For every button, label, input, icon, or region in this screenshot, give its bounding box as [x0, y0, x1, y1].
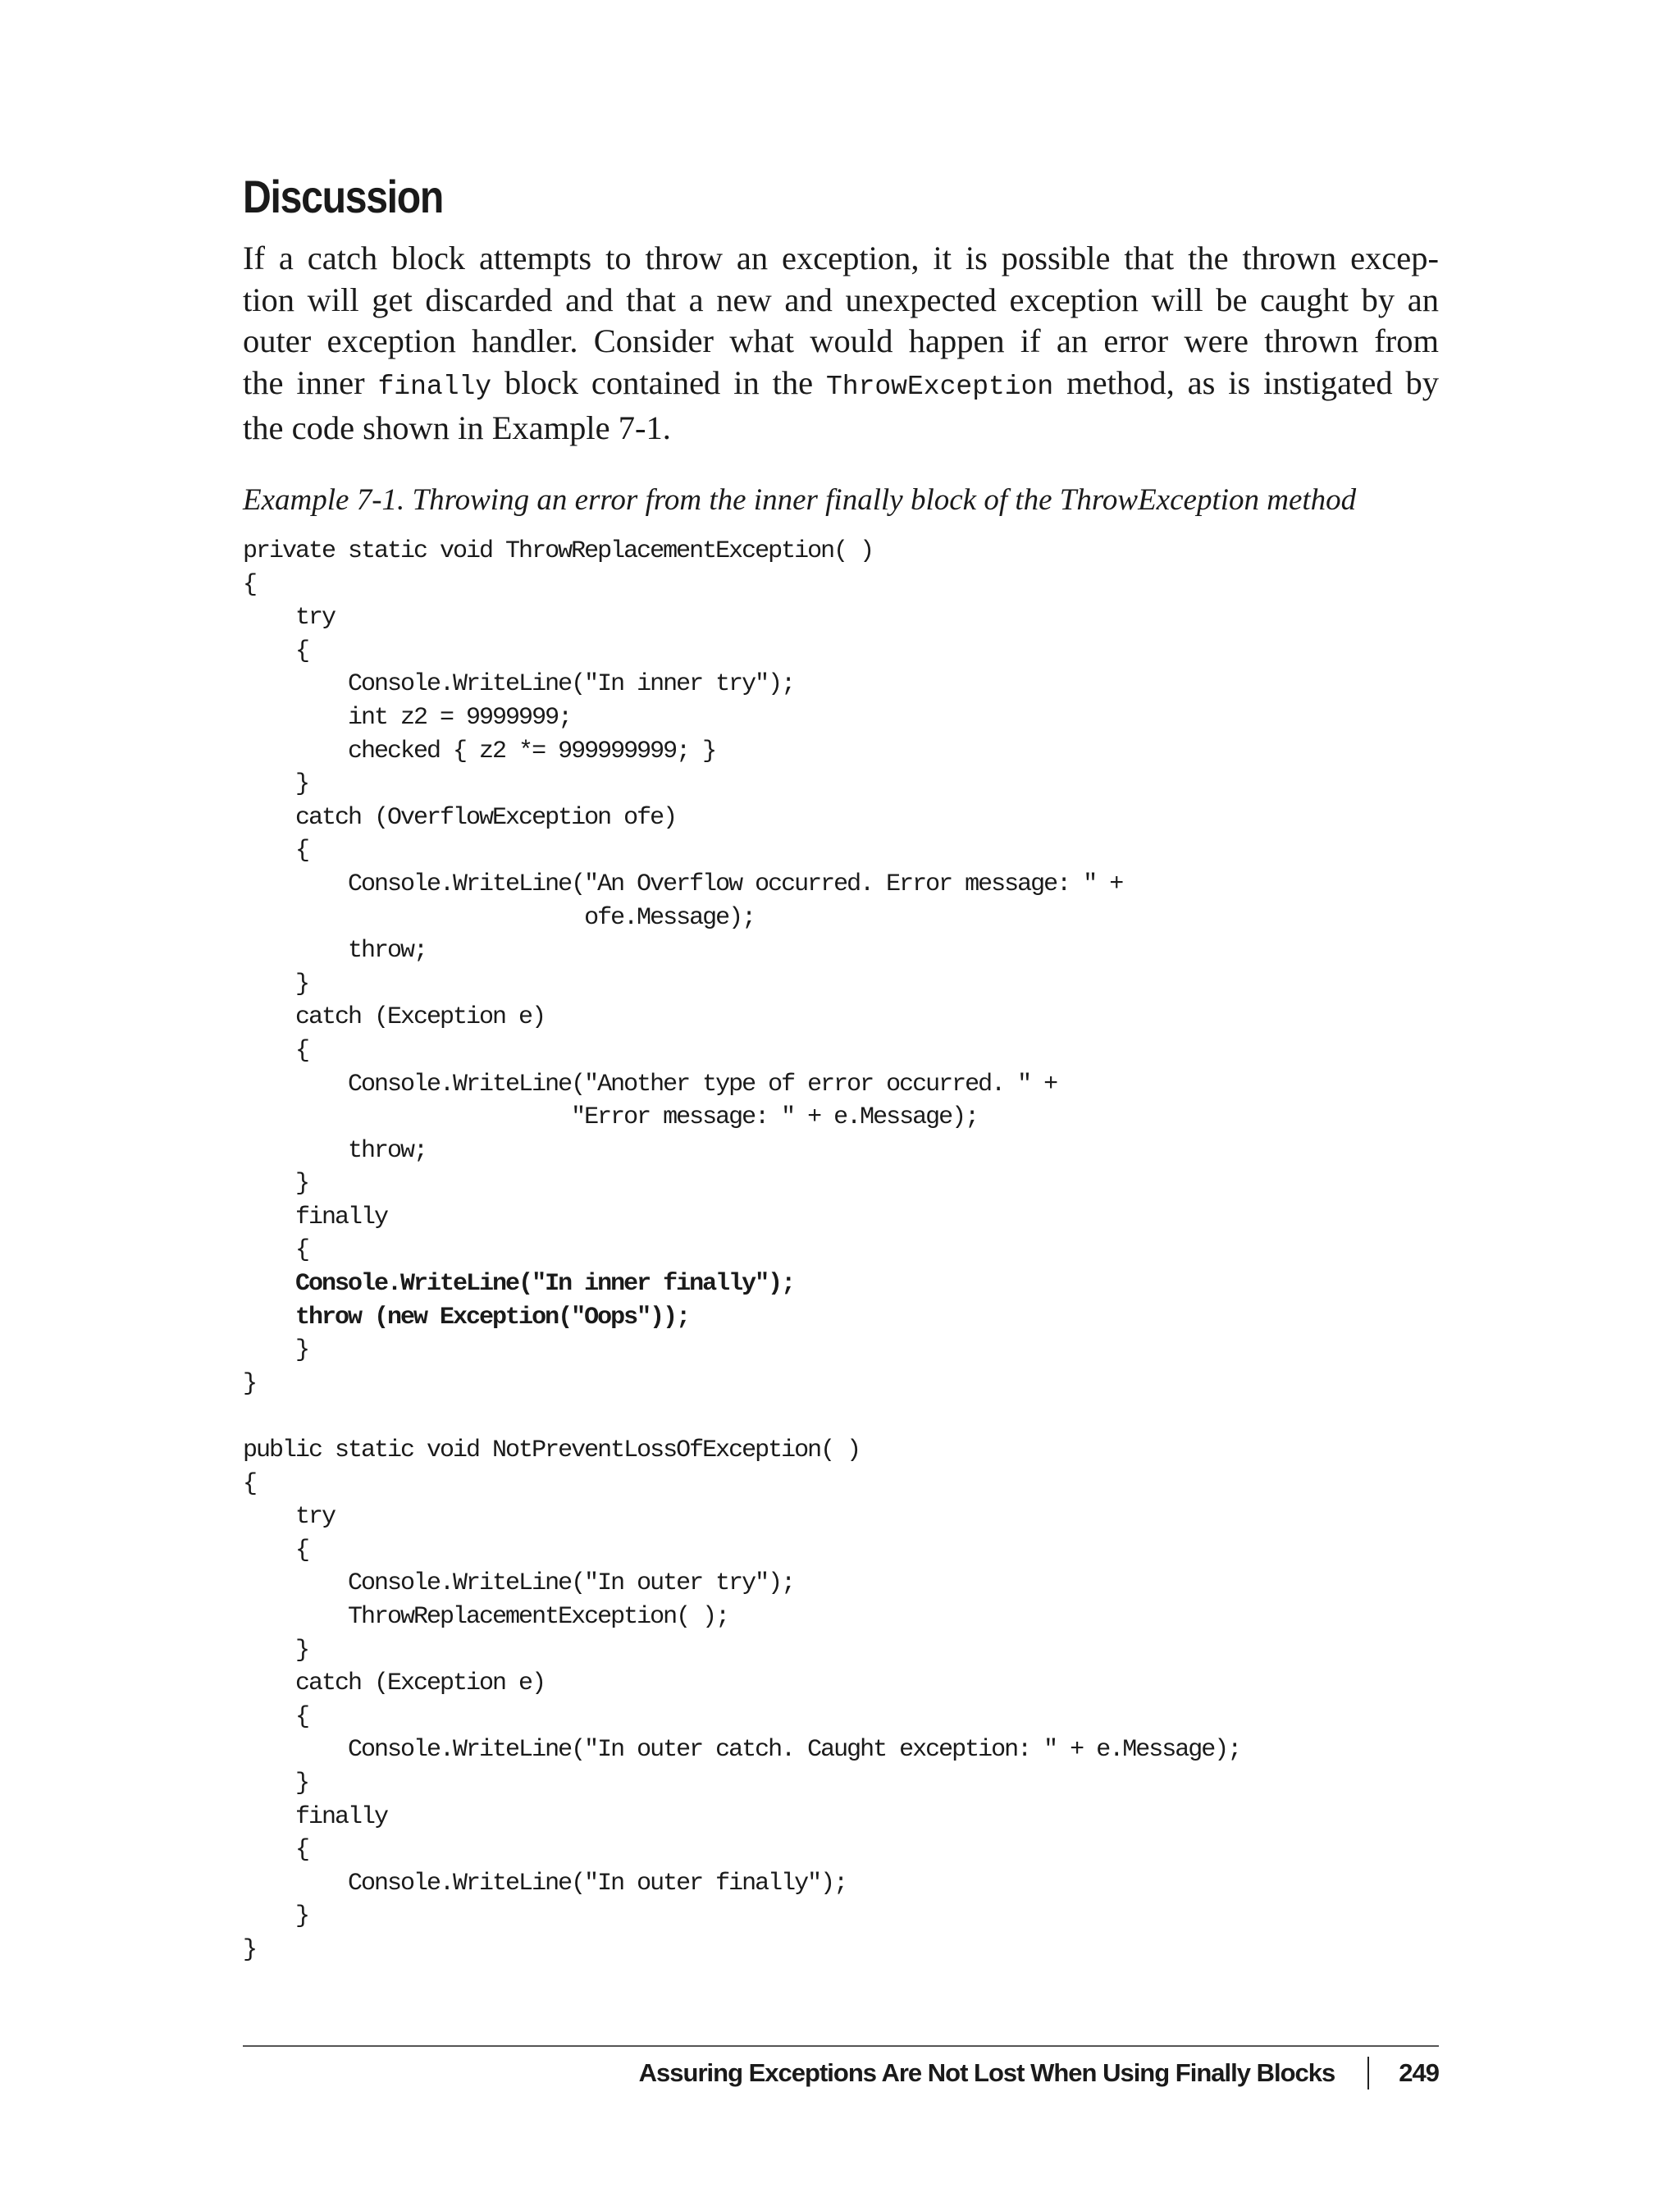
code-line: {: [243, 637, 309, 665]
code-line: throw;: [243, 937, 427, 966]
footer-section-title: Assuring Exceptions Are Not Lost When Using Finally Blocks: [638, 2058, 1335, 2087]
page-number: 249: [1399, 2058, 1439, 2087]
code-line: Console.WriteLine("In outer try");: [243, 1569, 795, 1598]
paragraph-text: outer exception handler. Consider what would happen if an error were thrown from: [243, 322, 1439, 359]
footer-separator: [1367, 2057, 1369, 2090]
inline-code-finally: finally: [377, 371, 492, 402]
code-line: }: [243, 970, 309, 998]
paragraph-text: block contained in the: [491, 363, 826, 401]
code-line: catch (Exception e): [243, 1669, 546, 1698]
code-line: {: [243, 570, 257, 599]
inline-code-throwexception: ThrowException: [825, 371, 1054, 402]
discussion-paragraph: [243, 238, 1439, 450]
code-line: int z2 = 9999999;: [243, 703, 572, 732]
paragraph-text: the inner: [243, 363, 378, 401]
code-line: private static void ThrowReplacementException( ): [243, 537, 874, 565]
code-line: }: [243, 1170, 309, 1199]
code-line: checked { z2 *= 999999999; }: [243, 737, 716, 765]
code-line: {: [243, 1036, 309, 1065]
code-line: }: [243, 1369, 257, 1398]
example-caption: Example 7-1. Throwing an error from the inner finally block of the ThrowException method: [243, 483, 1357, 517]
code-line: ofe.Message);: [243, 903, 756, 932]
running-footer: [639, 2053, 1439, 2094]
code-line: try: [243, 604, 336, 633]
code-line: Console.WriteLine("In outer catch. Caught exception: " + e.Message);: [243, 1736, 1241, 1765]
code-line: }: [243, 770, 309, 799]
code-line: Console.WriteLine("An Overflow occurred. Error message: " +: [243, 870, 1123, 898]
code-line: finally: [243, 1203, 388, 1231]
code-line: try: [243, 1503, 336, 1532]
code-line: catch (Exception e): [243, 1003, 546, 1032]
code-line: {: [243, 1469, 257, 1498]
paragraph-line: [243, 280, 1439, 322]
paragraph-line: [243, 408, 1439, 450]
code-line: {: [243, 1836, 309, 1865]
code-listing: [243, 535, 1240, 1967]
code-line: {: [243, 1536, 309, 1564]
paragraph-line: [243, 363, 1439, 409]
code-line: ThrowReplacementException( );: [243, 1603, 729, 1631]
code-line: }: [243, 1336, 309, 1365]
code-line: finally: [243, 1802, 388, 1831]
code-line: }: [243, 1636, 309, 1665]
code-line: {: [243, 1702, 309, 1731]
paragraph-text: method, as is instigated by: [1053, 363, 1440, 401]
paragraph-line: [243, 321, 1439, 363]
code-line: [243, 1400, 1240, 1434]
paragraph-line: [243, 238, 1439, 280]
code-line: }: [243, 1902, 309, 1931]
code-line: public static void NotPreventLossOfException( ): [243, 1436, 861, 1465]
code-line: Console.WriteLine("In inner try");: [243, 670, 795, 699]
paragraph-text: tion will get discarded and that a new and unexpected exception will be caught by an: [243, 281, 1439, 318]
code-line: catch (OverflowException ofe): [243, 803, 677, 832]
code-line: "Error message: " + e.Message);: [243, 1103, 979, 1132]
code-line: Console.WriteLine("Another type of error occurred. " +: [243, 1070, 1057, 1098]
footer-rule: [243, 2045, 1439, 2047]
code-line: }: [243, 1769, 309, 1797]
paragraph-text: If a catch block attempts to throw an exception, it is possible that the thrown excep-: [243, 240, 1439, 276]
code-line: Console.WriteLine("In inner finally");: [243, 1270, 795, 1299]
code-line: {: [243, 837, 309, 866]
code-line: }: [243, 1935, 257, 1964]
code-line: {: [243, 1236, 309, 1265]
paragraph-text: the code shown in Example 7-1.: [243, 409, 671, 446]
code-line: Console.WriteLine("In outer finally");: [243, 1869, 847, 1898]
code-line: throw (new Exception("Oops"));: [243, 1303, 690, 1331]
section-heading: Discussion: [243, 171, 444, 222]
code-line: throw;: [243, 1136, 427, 1165]
